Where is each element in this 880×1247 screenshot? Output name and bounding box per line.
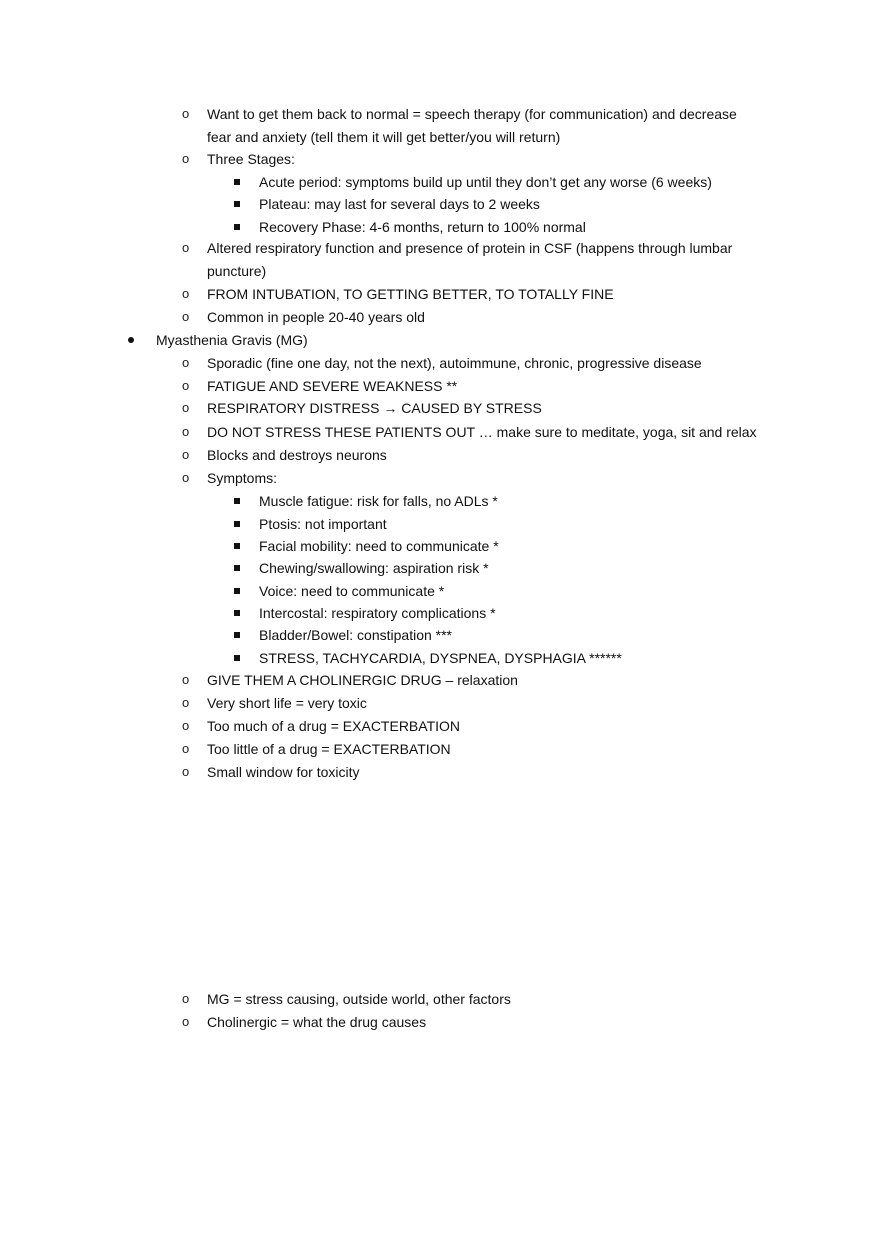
disc-bullet [128, 337, 134, 343]
stage-item: Recovery Phase: 4-6 months, return to 100% normal [259, 219, 586, 235]
square-bullet [234, 565, 240, 571]
square-bullet [234, 655, 240, 661]
square-bullet [234, 201, 240, 207]
list-item: FROM INTUBATION, TO GETTING BETTER, TO TOTALLY FINE [207, 286, 614, 302]
list-item-continued: puncture) [207, 263, 267, 279]
list-bullet: o [182, 286, 190, 301]
list-bullet: o [182, 1014, 190, 1029]
list-bullet: o [182, 400, 190, 415]
list-item-continued: fear and anxiety (tell them it will get better/you will return) [207, 129, 561, 145]
list-item: Cholinergic = what the drug causes [207, 1014, 427, 1030]
list-item-part: CAUSED BY STRESS [401, 400, 542, 416]
square-bullet [234, 610, 240, 616]
list-bullet: o [182, 741, 190, 756]
list-item [207, 397, 542, 419]
symptom-item: Bladder/Bowel: constipation *** [259, 627, 453, 643]
list-item: DO NOT STRESS THESE PATIENTS OUT … make sure to meditate, yoga, sit and relax [207, 424, 757, 440]
list-bullet: o [182, 718, 190, 733]
square-bullet [234, 179, 240, 185]
list-item: Blocks and destroys neurons [207, 447, 387, 463]
list-bullet: o [182, 470, 190, 485]
list-bullet: o [182, 424, 190, 439]
symptom-item: Facial mobility: need to communicate * [259, 538, 499, 554]
list-bullet: o [182, 672, 190, 687]
section-heading: Myasthenia Gravis (MG) [156, 332, 308, 348]
list-bullet: o [182, 151, 190, 166]
arrow-right-icon: → [383, 400, 398, 416]
list-bullet: o [182, 695, 190, 710]
list-bullet: o [182, 447, 190, 462]
square-bullet [234, 543, 240, 549]
list-bullet: o [182, 309, 190, 324]
list-bullet: o [182, 378, 190, 393]
symptom-item: Muscle fatigue: risk for falls, no ADLs * [259, 493, 498, 509]
list-item-part: RESPIRATORY DISTRESS [207, 400, 380, 416]
list-item: GIVE THEM A CHOLINERGIC DRUG – relaxation [207, 672, 518, 688]
symptom-item: STRESS, TACHYCARDIA, DYSPNEA, DYSPHAGIA ****** [259, 650, 622, 666]
square-bullet [234, 498, 240, 504]
symptom-item: Chewing/swallowing: aspiration risk * [259, 560, 489, 576]
square-bullet [234, 521, 240, 527]
symptom-item: Ptosis: not important [259, 516, 387, 532]
list-item: Want to get them back to normal = speech therapy (for communication) and decrease [207, 106, 737, 122]
list-item: Common in people 20-40 years old [207, 309, 425, 325]
list-bullet: o [182, 991, 190, 1006]
list-item: Symptoms: [207, 470, 278, 486]
list-item: Altered respiratory function and presence of protein in CSF (happens through lumbar [207, 240, 733, 256]
list-item: Sporadic (fine one day, not the next), autoimmune, chronic, progressive disease [207, 355, 702, 371]
list-bullet: o [182, 240, 190, 255]
list-item: MG = stress causing, outside world, other factors [207, 991, 511, 1007]
list-bullet: o [182, 106, 190, 121]
list-item: Too much of a drug = EXACTERBATION [207, 718, 461, 734]
list-item: Too little of a drug = EXACTERBATION [207, 741, 451, 757]
square-bullet [234, 224, 240, 230]
symptom-item: Intercostal: respiratory complications * [259, 605, 496, 621]
symptom-item: Voice: need to communicate * [259, 583, 445, 599]
list-item: Small window for toxicity [207, 764, 360, 780]
stage-item: Acute period: symptoms build up until they don’t get any worse (6 weeks) [259, 174, 712, 190]
list-bullet: o [182, 355, 190, 370]
list-item: Three Stages: [207, 151, 295, 167]
square-bullet [234, 632, 240, 638]
square-bullet [234, 588, 240, 594]
list-item: FATIGUE AND SEVERE WEAKNESS ** [207, 378, 458, 394]
list-item: Very short life = very toxic [207, 695, 367, 711]
stage-item: Plateau: may last for several days to 2 weeks [259, 196, 540, 212]
list-bullet: o [182, 764, 190, 779]
